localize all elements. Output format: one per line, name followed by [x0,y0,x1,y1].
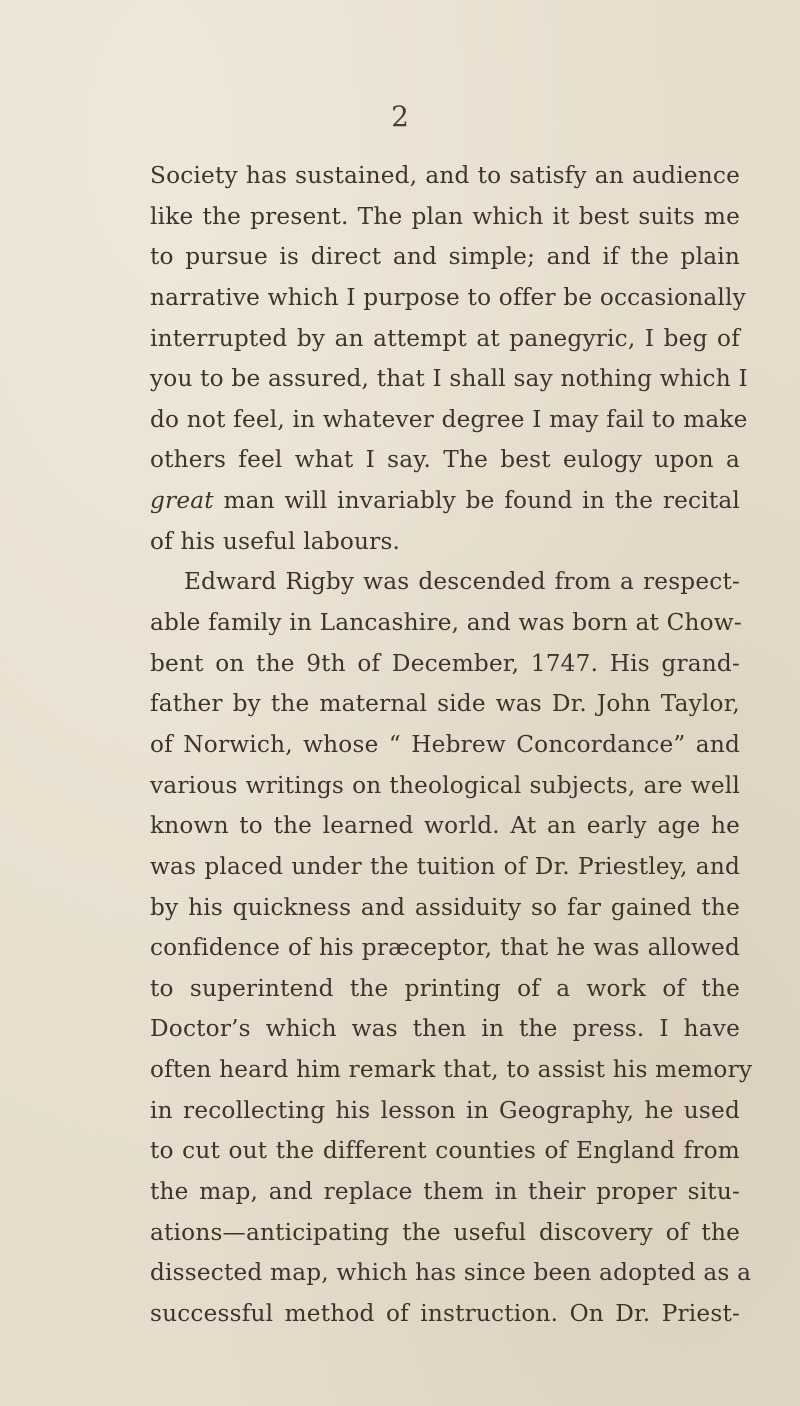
text-line: able family in Lancashire, and was born at Chow- [150,609,742,637]
text-line: often heard him remark that, to assist his memory [150,1056,753,1084]
text-line: bent on the 9th of December, 1747. His grand- [150,649,740,677]
text-line: father by the maternal side was Dr. John Taylor, [150,690,740,718]
text-line: do not feel, in whatever degree I may fail to make [150,405,748,433]
text-line: ations—anticipating the useful discovery of the [150,1218,740,1246]
text-line: was placed under the tuition of Dr. Priestley, and [150,852,740,880]
text-line: great man will invariably be found in the recital [150,487,740,515]
text-line: like the present. The plan which it best suits me [150,202,740,230]
text-line: interrupted by an attempt at panegyric, I beg of [150,324,740,352]
text-line: successful method of instruction. On Dr. Priest- [150,1299,740,1327]
text-line: of his useful labours. [150,527,401,555]
body-text [150,156,753,1335]
text-line: of Norwich, whose “ Hebrew Concordance” and [150,730,740,758]
text-line: dissected map, which has since been adopted as a [150,1259,752,1287]
paragraph-1 [150,156,748,562]
italic-word: great [150,487,214,515]
text-line: to cut out the different counties of England from [150,1137,740,1165]
text-line: known to the learned world. At an early age he [150,812,740,840]
paragraph-2 [150,562,753,1334]
text-line: confidence of his præceptor, that he was allowed [150,934,740,962]
text-line: narrative which I purpose to offer be occasionally [150,283,746,311]
text-line: in recollecting his lesson in Geography, he used [150,1096,740,1124]
text-line: the map, and replace them in their proper situ- [150,1178,740,1206]
text-line: to pursue is direct and simple; and if the plain [150,243,740,271]
page-number: 2 [391,100,409,133]
text-line: Doctor’s which was then in the press. I have [150,1015,740,1043]
text-line: to superintend the printing of a work of the [150,974,740,1002]
text-line: you to be assured, that I shall say nothing which I [150,365,748,393]
text-line: Edward Rigby was descended from a respect- [184,568,740,596]
text-line: others feel what I say. The best eulogy upon a [150,446,740,474]
text-line: various writings on theological subjects, are well [150,771,740,799]
text-line: Society has sustained, and to satisfy an audience [150,162,740,189]
text-line: by his quickness and assiduity so far gained the [150,893,740,921]
